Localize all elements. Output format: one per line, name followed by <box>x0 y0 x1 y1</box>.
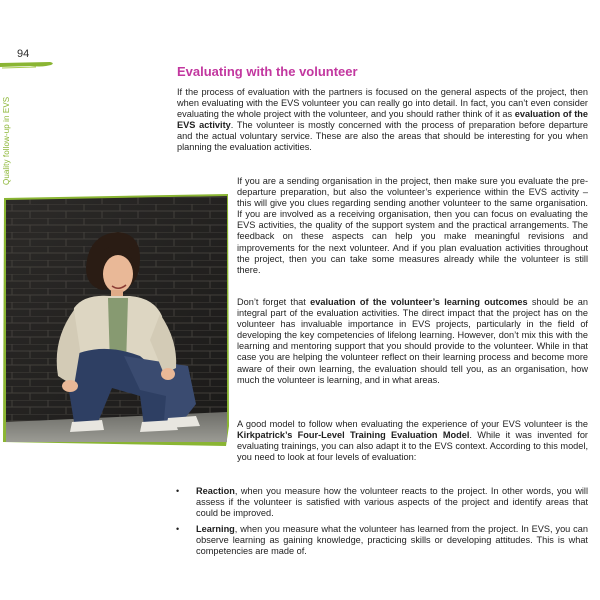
bullet-term: Learning <box>196 524 235 535</box>
running-header: Quality follow-up in EVS <box>2 96 11 185</box>
learning-outcomes-paragraph: Don’t forget that evaluation of the volunteer’s learning outcomes should be an integral part of the evaluation activities. The direct impact that the project has on the volunteer has invaluable importance in EVS projects, particularly in the field of developing the key competencies of lifelong learning. However, don’t mix this with the learning and mentoring support that you should provide to the volunteer. While in that case you are helping the volunteer reflect on their learning process and become more aware of their own learning, the evaluation should tell you, as an organisation, how much the volunteer is learning, and in what areas. <box>237 297 588 385</box>
volunteer-photo <box>0 190 233 458</box>
bullet-text: , when you measure how the volunteer reacts to the project. In other words, you will assess if the volunteer is satisfied with various aspects of the project and identify areas that could be improved. <box>196 486 588 519</box>
sending-organisation-paragraph: If you are a sending organisation in the project, then make sure you evaluate the pre-departure preparation, but also the volunteer’s experience within the EVS activity – this will give you clues regarding sending another volunteer to the same organisation. If you are involved as a receiving organisation, then you can focus on evaluating the EVS activities, the quality of the support system and the practical arrangements. The feedback on these aspects can help you make meaningful revisions and improvements for the next volunteer. And if you plan evaluation activities throughout the project, then you can take some measures already while the volunteer is still there. <box>237 176 588 275</box>
bullet-term: Reaction <box>196 486 235 496</box>
list-item-reaction <box>176 486 588 519</box>
section-title: Evaluating with the volunteer <box>177 64 358 79</box>
bullet-text: , when you measure what the volunteer has learned from the project. In EVS, you can observe learning as gaining knowledge, practicing skills or developing attitudes. This is what competencies are made of. <box>196 524 588 557</box>
page-number: 94 <box>17 48 30 60</box>
green-brush-stroke <box>0 60 56 70</box>
bullet-marker: • <box>176 486 180 496</box>
intro-paragraph: If the process of evaluation with the partners is focused on the general aspects of the project, then when evaluating with the EVS volunteer you can really go into detail. In fact, you can’t even consider evaluating the whole project with the volunteer, and you should rather think of it as evaluation of the EVS activity. The volunteer is mostly concerned with the process of preparation before departure and the actual voluntary service. These are also the areas that should be interesting for you when planning the evaluation activities. <box>177 87 589 153</box>
kirkpatrick-model-paragraph: A good model to follow when evaluating the experience of your EVS volunteer is the Kirkpatrick’s Four-Level Training Evaluation Model. While it was invented for evaluating trainings, you can also adapt it to the EVS context. According to this model, you need to look at four levels of evaluation: <box>237 419 588 463</box>
list-item-learning <box>176 524 588 557</box>
evaluation-levels-list <box>176 486 588 563</box>
bullet-marker: • <box>176 524 180 535</box>
